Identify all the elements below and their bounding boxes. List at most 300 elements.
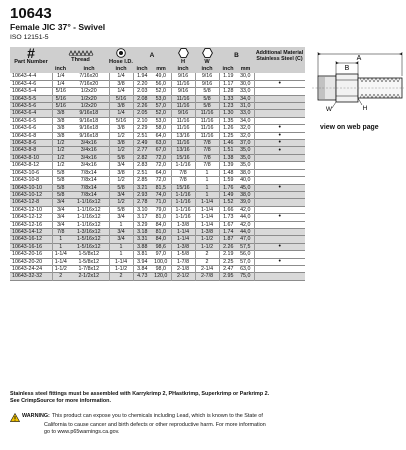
cell-thread-size: 1-5/8x12	[78, 251, 100, 258]
cell-thread-size: 1-7/8x12	[78, 265, 100, 272]
cell-b-inch: 1.59	[219, 177, 237, 184]
cell-thread-size: 3/4x16	[69, 147, 109, 154]
cell-a-mm: 98,0	[155, 265, 166, 272]
cell-b-mm: 56,0	[240, 251, 251, 258]
cell-thread-size: 1-5/16x12	[69, 236, 109, 243]
cell-thread-size: 9/16x18	[79, 117, 99, 124]
cell-a-mm: 74,0	[151, 191, 171, 198]
warning-first-line	[10, 413, 402, 422]
cell-part-number: 10643-5-4	[12, 88, 37, 95]
cell-a-inch: 2.26	[133, 103, 151, 110]
cell-hose-id: 1-1/4	[109, 258, 133, 265]
table-row	[10, 125, 305, 132]
cell-stainless-marker	[254, 191, 305, 198]
cell-b-inch: 1.35	[219, 117, 237, 124]
cell-thread-size: 1-5/8x12	[78, 258, 100, 265]
cell-part-number: 10643-12-12	[12, 214, 43, 221]
cell-a-mm: 98,6	[151, 243, 171, 250]
cell-b-mm: 38,0	[240, 169, 251, 176]
cell-b-inch: 2.25	[219, 258, 237, 265]
cell-a-mm: 57,0	[151, 103, 171, 110]
cell-h-inch: 13/16	[171, 147, 195, 154]
cell-part-number: 10643-8-8	[10, 147, 52, 154]
cell-thread-size: 1-1/16x12	[76, 221, 101, 228]
cell-a-mm: 49,0	[155, 73, 166, 80]
cell-a-inch: 2.51	[133, 132, 151, 139]
cell-b-inch: 1.17	[219, 80, 237, 87]
table-row	[10, 88, 305, 95]
cell-stainless-marker	[254, 73, 305, 80]
cell-b-mm: 37,0	[237, 140, 254, 147]
cell-thread-inch: 5/8	[52, 191, 69, 198]
cell-h-inch: 11/16	[171, 103, 195, 110]
view-on-web-link[interactable]: view on web page	[320, 124, 379, 131]
cell-a-inch: 1.94	[133, 73, 151, 80]
cell-stainless-marker	[254, 117, 305, 124]
cell-thread-size: 7/8x14	[80, 169, 97, 176]
cell-h-inch: 15/16	[171, 184, 195, 191]
table-row	[10, 191, 305, 198]
cell-stainless-marker	[254, 103, 305, 110]
cell-h-inch: 2-1/8	[171, 265, 195, 272]
cell-thread-size: 1-1/16x12	[69, 199, 109, 206]
unit-cell: inch	[52, 65, 69, 73]
header-w: W	[195, 47, 219, 65]
cell-part-number: 10643-6-8	[12, 132, 37, 139]
header-h: H	[171, 47, 195, 65]
cell-b-inch: 1.46	[219, 140, 237, 147]
table-header-row	[10, 47, 305, 65]
cell-thread-inch: 5/8	[52, 169, 69, 176]
table-row	[10, 228, 305, 235]
cell-b-mm: 33,0	[240, 88, 251, 95]
cell-w-inch: 1	[195, 191, 219, 198]
cell-hose-id: 3/4	[109, 236, 133, 243]
cell-h-inch: 9/16	[171, 110, 195, 117]
cell-hose-id: 1/2	[109, 147, 133, 154]
hash-icon: #	[27, 47, 35, 61]
unit-cell: inch	[219, 65, 237, 73]
cell-h-inch: 1-1/16	[171, 214, 195, 221]
cell-b-inch: 1.52	[219, 199, 237, 206]
cell-w-inch: 11/16	[195, 132, 219, 139]
cell-b-mm: 44,0	[237, 228, 254, 235]
cell-hose-id: 1/2	[109, 177, 133, 184]
cell-a-mm: 64,0	[155, 169, 166, 176]
cell-a-inch: 2.77	[133, 147, 151, 154]
cell-b-mm: 42,0	[240, 206, 251, 213]
unit-cell: inch	[171, 65, 195, 73]
cell-b-inch: 1.51	[219, 147, 237, 154]
cell-b-inch: 2.26	[219, 243, 237, 250]
cell-b-mm: 35,0	[240, 162, 251, 169]
cell-w-inch: 1-1/4	[195, 206, 219, 213]
cell-part-number: 10643-6-5	[12, 117, 37, 124]
hose-section-icon	[116, 48, 126, 58]
cell-a-mm: 97,0	[155, 251, 166, 258]
cell-b-inch: 2.19	[219, 251, 237, 258]
hex-icon	[178, 48, 189, 58]
table-row	[10, 95, 305, 102]
cell-thread-inch: 2	[52, 273, 69, 280]
cell-b-mm: 33,0	[237, 110, 254, 117]
cell-w-inch: 1-3/8	[195, 228, 219, 235]
cell-thread-inch: 1/4	[52, 80, 69, 87]
cell-hose-id: 1/2	[109, 199, 133, 206]
cell-thread-size: 1-5/16x12	[69, 243, 109, 250]
cell-part-number: 10643-5-6	[10, 103, 52, 110]
cell-part-number: 10643-12-16	[12, 221, 43, 228]
cell-thread-size: 7/8x14	[69, 191, 109, 198]
cell-a-mm: 71,0	[151, 199, 171, 206]
cell-b-inch: 1.66	[219, 206, 237, 213]
cell-h-inch: 11/16	[171, 95, 195, 102]
header-a: A	[133, 47, 171, 65]
cell-thread-inch: 1-1/4	[52, 251, 69, 258]
cell-hose-id: 1/4	[109, 73, 133, 80]
cell-a-inch: 2.03	[133, 88, 151, 95]
cell-b-mm: 35,0	[237, 154, 254, 161]
table-row	[10, 184, 305, 191]
table-row	[10, 80, 305, 87]
cell-part-number: 10643-16-16	[10, 243, 52, 250]
cell-a-inch: 3.94	[133, 258, 151, 265]
cell-stainless-marker	[254, 154, 305, 161]
footnote-line: Stainless steel fittings must be assembled with Karrykrimp 2, PHastkrimp, Superkrimp or Parkrimp 2.	[10, 391, 270, 397]
cell-thread-size: 1-1/16x12	[76, 206, 101, 213]
cell-a-inch: 2.10	[133, 117, 151, 124]
cell-h-inch: 11/16	[171, 117, 195, 124]
cell-w-inch: 7/8	[195, 154, 219, 161]
product-name: Female JIC 37° - Swivel	[10, 22, 106, 32]
cell-a-inch: 2.05	[133, 110, 151, 117]
prop65-warning	[10, 413, 402, 436]
cell-a-mm: 67,0	[151, 147, 171, 154]
table-row	[10, 236, 305, 243]
cell-part-number: 10643-5-5	[10, 95, 52, 102]
cell-a-mm: 81,5	[151, 184, 171, 191]
cell-b-inch: 1.28	[219, 88, 237, 95]
fitting-diagram	[312, 50, 404, 112]
spec-table	[10, 47, 305, 281]
cell-b-mm: 47,0	[237, 236, 254, 243]
cell-a-mm: 81,0	[151, 228, 171, 235]
cell-a-inch: 2.29	[133, 125, 151, 132]
cell-a-inch: 3.29	[133, 221, 151, 228]
cell-w-inch: 7/8	[195, 140, 219, 147]
cell-w-inch: 1-1/4	[195, 221, 219, 228]
cell-h-inch: 11/16	[171, 125, 195, 132]
cell-a-inch: 2.49	[133, 140, 151, 147]
warning-text: This product can expose you to chemicals including Lead, which is known to the State of	[51, 413, 263, 419]
cell-part-number: 10643-6-4	[10, 110, 52, 117]
cell-part-number: 10643-10-6	[12, 169, 40, 176]
cell-a-mm: 100,0	[154, 258, 168, 265]
table-row	[10, 214, 305, 221]
cell-thread-size: 7/16x20	[79, 80, 99, 87]
warning-label: WARNING:	[22, 413, 50, 419]
cell-thread-inch: 1/2	[52, 162, 69, 169]
hex-icon	[202, 48, 213, 58]
cell-stainless-marker	[254, 162, 305, 169]
table-units-row	[10, 65, 305, 73]
thread-icon	[68, 50, 94, 56]
cell-thread-inch: 1	[52, 236, 69, 243]
cell-b-mm: 39,0	[237, 199, 254, 206]
cell-thread-inch: 5/16	[52, 95, 69, 102]
cell-part-number: 10643-8-12	[12, 162, 40, 169]
cell-hose-id: 1	[109, 243, 133, 250]
cell-h-inch: 9/16	[171, 88, 195, 95]
cell-h-inch: 1-7/8	[171, 258, 195, 265]
cell-a-inch: 2.83	[133, 162, 151, 169]
cell-w-inch: 11/16	[195, 125, 219, 132]
cell-a-mm: 52,0	[151, 110, 171, 117]
header-part-label: Part Number	[14, 59, 48, 65]
cell-h-inch: 2-1/2	[171, 273, 195, 280]
cell-part-number: 10643-10-12	[10, 191, 52, 198]
cell-w-inch: 1-1/2	[195, 236, 219, 243]
cell-stainless-marker: •	[254, 132, 305, 139]
cell-hose-id: 5/8	[109, 206, 133, 213]
cell-a-mm: 72,0	[155, 177, 166, 184]
cell-thread-size: 2-1/2x12	[69, 273, 109, 280]
cell-h-inch: 1-1/16	[171, 191, 195, 198]
cell-b-mm: 30,0	[240, 80, 251, 87]
table-row	[10, 221, 305, 228]
cell-stainless-marker	[254, 169, 305, 176]
table-row	[10, 140, 305, 147]
cell-part-number: 10643-8-6	[10, 140, 52, 147]
cell-h-inch: 1-5/8	[171, 251, 195, 258]
unit-cell: mm	[237, 65, 254, 73]
cell-b-mm: 44,0	[240, 214, 251, 221]
units-spacer	[10, 65, 52, 73]
cell-a-inch: 2.51	[133, 169, 151, 176]
cell-thread-size: 1/2x20	[69, 103, 109, 110]
cell-w-inch: 1	[195, 184, 219, 191]
cell-hose-id: 1/2	[109, 132, 133, 139]
table-row	[10, 103, 305, 110]
header-part-number	[10, 47, 52, 65]
cell-a-inch: 3.81	[133, 251, 151, 258]
cell-h-inch: 1-1/16	[171, 162, 195, 169]
cell-thread-inch: 1/2	[52, 154, 69, 161]
cell-thread-size: 7/16x20	[79, 73, 99, 80]
cell-a-inch: 2.20	[133, 80, 151, 87]
dimension-h-label: H	[362, 105, 368, 112]
cell-b-inch: 2.47	[219, 265, 237, 272]
table-row	[10, 73, 305, 80]
cell-thread-inch: 1/2	[52, 147, 69, 154]
dimension-a-label: A	[356, 55, 362, 62]
cell-hose-id: 3/8	[109, 140, 133, 147]
cell-stainless-marker	[254, 273, 305, 280]
cell-stainless-marker: •	[254, 184, 305, 191]
cell-a-mm: 53,0	[151, 95, 171, 102]
cell-part-number: 10643-10-10	[10, 184, 52, 191]
dimension-b-label: B	[344, 65, 350, 72]
cell-b-mm: 31,0	[237, 103, 254, 110]
cell-w-inch: 1-1/4	[195, 214, 219, 221]
cell-hose-id: 3/4	[109, 214, 133, 221]
cell-part-number: 10643-12-10	[12, 206, 43, 213]
cell-hose-id: 3/8	[109, 80, 133, 87]
cell-w-inch: 7/8	[195, 147, 219, 154]
table-body	[10, 73, 305, 280]
cell-b-mm: 57,5	[237, 243, 254, 250]
cell-b-inch: 1.76	[219, 184, 237, 191]
table-row	[10, 258, 305, 265]
cell-thread-inch: 3/4	[52, 221, 69, 228]
cell-a-inch: 3.31	[133, 236, 151, 243]
cell-h-inch: 7/8	[171, 177, 195, 184]
footnote-line: See CrimpSource for more information.	[10, 398, 111, 404]
cell-thread-size: 7/8x14	[80, 177, 97, 184]
cell-stainless-marker	[254, 228, 305, 235]
cell-thread-inch: 1-1/2	[52, 265, 69, 272]
cell-b-inch: 1.25	[219, 132, 237, 139]
cell-thread-inch: 1	[52, 243, 69, 250]
cell-stainless-marker: •	[254, 214, 305, 221]
cell-hose-id: 3/8	[109, 103, 133, 110]
header-thread: Thread	[52, 47, 109, 65]
cell-hose-id: 3/4	[109, 191, 133, 198]
table-row	[10, 251, 305, 258]
cell-h-inch: 11/16	[171, 140, 195, 147]
cell-a-mm: 72,0	[155, 162, 166, 169]
cell-part-number: 10643-16-12	[10, 236, 52, 243]
cell-stainless-marker: •	[254, 80, 305, 87]
cell-a-mm: 120,0	[151, 273, 171, 280]
cell-hose-id: 5/8	[109, 184, 133, 191]
warning-text: California to cause cancer and birth defects or other reproductive harm. For more information	[44, 422, 266, 428]
cell-w-inch: 1-1/4	[195, 199, 219, 206]
cell-a-inch: 2.93	[133, 191, 151, 198]
cell-b-inch: 1.19	[219, 73, 237, 80]
unit-cell: mm	[151, 65, 171, 73]
cell-part-number: 10643-6-6	[12, 125, 37, 132]
cell-a-mm: 52,0	[155, 88, 166, 95]
cell-thread-inch: 5/8	[52, 177, 69, 184]
cell-thread-inch: 5/8	[52, 184, 69, 191]
cell-stainless-marker: •	[254, 147, 305, 154]
cell-thread-inch: 3/8	[52, 125, 69, 132]
cell-a-mm: 63,0	[151, 140, 171, 147]
cell-stainless-marker: •	[254, 140, 305, 147]
cell-w-inch: 9/16	[195, 80, 219, 87]
cell-h-inch: 9/16	[171, 73, 195, 80]
cell-stainless-marker	[254, 221, 305, 228]
cell-thread-inch: 1/2	[52, 140, 69, 147]
part-series-title: 10643	[10, 5, 52, 22]
cell-thread-inch: 3/8	[52, 117, 69, 124]
page-header	[10, 6, 105, 42]
cell-hose-id: 1	[109, 221, 133, 228]
cell-thread-size: 7/8x14	[69, 184, 109, 191]
cell-thread-size: 9/16x18	[69, 110, 109, 117]
cell-hose-id: 5/16	[109, 117, 133, 124]
cell-b-mm: 34,0	[237, 95, 254, 102]
cell-b-mm: 35,0	[237, 147, 254, 154]
cell-b-mm: 75,0	[237, 273, 254, 280]
cell-w-inch: 2-1/4	[195, 265, 219, 272]
cell-part-number: 10643-14-12	[10, 228, 52, 235]
cell-b-inch: 1.48	[219, 169, 237, 176]
cell-hose-id: 1-1/2	[109, 265, 133, 272]
cell-b-inch: 1.87	[219, 236, 237, 243]
cell-thread-size: 9/16x18	[79, 132, 99, 139]
cell-a-mm: 53,0	[155, 117, 166, 124]
cell-stainless-marker	[254, 236, 305, 243]
cell-h-inch: 1-3/8	[171, 243, 195, 250]
cell-b-inch: 2.95	[219, 273, 237, 280]
cell-stainless-marker	[254, 110, 305, 117]
cell-a-mm: 64,0	[155, 132, 166, 139]
cell-w-inch: 9/16	[195, 73, 219, 80]
cell-a-inch: 2.08	[133, 95, 151, 102]
cell-thread-inch: 3/4	[52, 214, 69, 221]
cell-h-inch: 13/16	[171, 132, 195, 139]
unit-cell: inch	[69, 65, 109, 73]
cell-part-number: 10643-10-8	[12, 177, 40, 184]
cell-b-mm: 40,0	[240, 177, 251, 184]
cell-w-inch: 2	[195, 258, 219, 265]
cell-h-inch: 1-1/4	[171, 228, 195, 235]
cell-a-mm: 84,0	[151, 236, 171, 243]
table-row	[10, 199, 305, 206]
cell-hose-id: 1/4	[109, 88, 133, 95]
dimension-w-label: W	[325, 106, 333, 112]
cell-a-inch: 4.73	[133, 273, 151, 280]
cell-a-mm: 56,0	[155, 80, 166, 87]
cell-h-inch: 1-1/16	[171, 206, 195, 213]
cell-thread-inch: 3/4	[52, 199, 69, 206]
cell-b-inch: 1.73	[219, 214, 237, 221]
cell-b-mm: 32,0	[240, 132, 251, 139]
cell-b-mm: 32,0	[240, 125, 251, 132]
cell-b-inch: 1.74	[219, 228, 237, 235]
cell-thread-size: 3/4x16	[80, 162, 97, 169]
cell-b-mm: 42,0	[240, 221, 251, 228]
cell-b-inch: 1.49	[219, 191, 237, 198]
cell-b-mm: 63,0	[240, 265, 251, 272]
cell-thread-inch: 5/16	[52, 103, 69, 110]
cell-b-inch: 1.38	[219, 154, 237, 161]
cell-h-inch: 1-3/8	[171, 221, 195, 228]
cell-stainless-marker	[254, 88, 305, 95]
cell-w-inch: 1	[195, 177, 219, 184]
header-additional-material: Additional Material Stainless Steel (C)	[254, 47, 305, 65]
cell-w-inch: 1-1/2	[195, 243, 219, 250]
units-spacer	[254, 65, 305, 73]
cell-thread-inch: 3/4	[52, 206, 69, 213]
cell-w-inch: 7/8	[195, 162, 219, 169]
cell-hose-id: 3/8	[109, 125, 133, 132]
cell-part-number: 10643-24-24	[12, 265, 43, 272]
cell-hose-id: 1	[109, 251, 133, 258]
cell-stainless-marker: •	[254, 243, 305, 250]
cell-a-inch: 3.88	[133, 243, 151, 250]
cell-h-inch: 1-1/4	[171, 236, 195, 243]
cell-thread-inch: 3/8	[52, 132, 69, 139]
cell-stainless-marker	[254, 95, 305, 102]
cell-b-inch: 1.26	[219, 125, 237, 132]
cell-hose-id: 1/4	[109, 110, 133, 117]
unit-cell: inch	[195, 65, 219, 73]
cell-b-inch: 1.33	[219, 95, 237, 102]
cell-part-number: 10643-20-16	[12, 251, 43, 258]
